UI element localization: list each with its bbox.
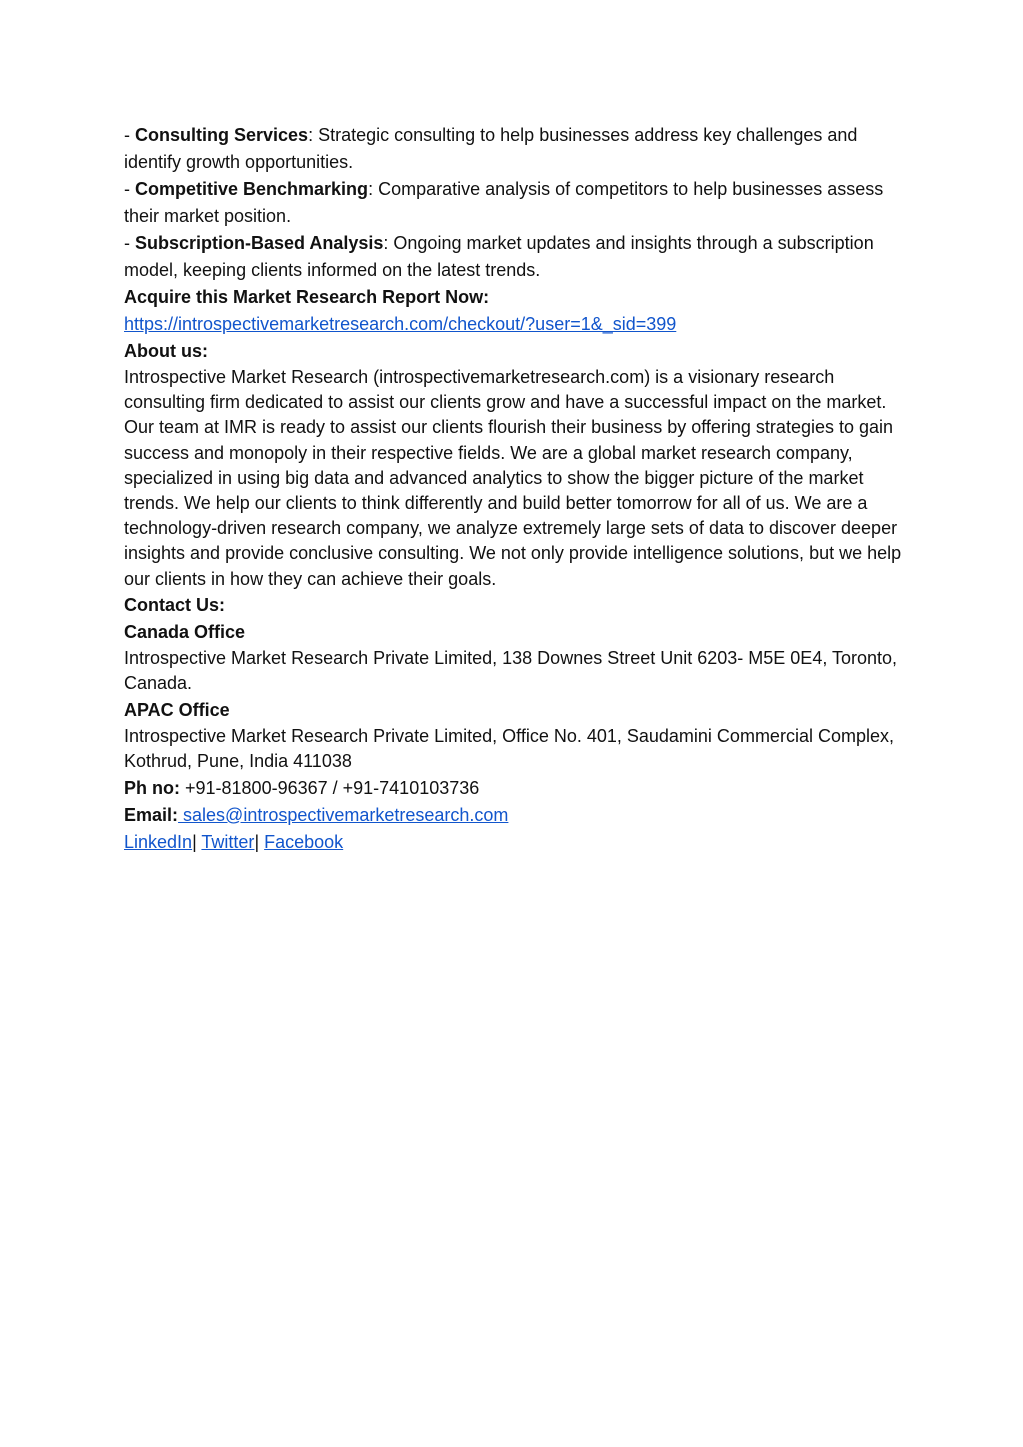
service-name: Competitive Benchmarking <box>135 179 369 199</box>
service-prefix: - <box>124 179 135 199</box>
social-separator: | <box>254 831 265 852</box>
phone-label: Ph no: <box>124 777 180 798</box>
service-description: : Strategic consulting to help businesses address key challenges and identify growth opportunities. <box>124 125 858 172</box>
about-body: Introspective Market Research (introspectivemarketresearch.com) is a visionary research consulting firm dedicated to assist our clients grow and have a successful impact on the market. Our team at IMR is ready to assist our clients flourish their business by offering strategies to gain success and monopoly in their respective fields. We are a global market research company, specialized in using big data and advanced analytics to show the bigger picture of the market trends. We help our clients to think differently and build better tomorrow for all of us. We are a technology-driven research company, we analyze extremely large sets of data to discover deeper insights and provide conclusive consulting. We not only provide intelligence solutions, but we help our clients in how they can achieve their goals. <box>124 367 902 589</box>
phone-value: +91-81800-96367 / +91-7410103736 <box>180 777 480 798</box>
canada-office-address: Introspective Market Research Private Limited, 138 Downes Street Unit 6203- M5E 0E4, Toronto, Canada. <box>124 647 898 694</box>
acquire-heading: Acquire this Market Research Report Now: <box>124 287 490 307</box>
linkedin-link[interactable]: LinkedIn <box>124 831 193 852</box>
facebook-link[interactable]: Facebook <box>264 831 344 852</box>
phone-line <box>124 775 914 802</box>
apac-office-address: Introspective Market Research Private Limited, Office No. 401, Saudamini Commercial Complex, Kothrud, Pune, India 411038 <box>124 725 894 772</box>
email-link[interactable]: sales@introspectivemarketresearch.com <box>178 804 509 825</box>
about-heading: About us: <box>124 341 208 361</box>
service-description: : Ongoing market updates and insights through a subscription model, keeping clients informed on the latest trends. <box>124 233 874 280</box>
service-prefix: - <box>124 233 135 253</box>
service-name: Consulting Services <box>135 125 309 145</box>
email-line <box>124 802 914 829</box>
document-content <box>124 122 914 856</box>
service-item-consulting <box>124 122 914 176</box>
apac-office-heading: APAC Office <box>124 699 230 720</box>
service-item-subscription <box>124 230 914 284</box>
service-description: : Comparative analysis of competitors to help businesses assess their market position. <box>124 179 884 226</box>
twitter-link[interactable]: Twitter <box>201 831 255 852</box>
contact-heading: Contact Us: <box>124 594 226 615</box>
social-links <box>124 829 914 856</box>
service-name: Subscription-Based Analysis <box>135 233 384 253</box>
service-prefix: - <box>124 125 135 145</box>
social-separator: | <box>192 831 202 852</box>
checkout-link-paragraph <box>124 311 914 338</box>
service-item-benchmarking <box>124 176 914 230</box>
email-label: Email: <box>124 804 179 825</box>
checkout-link[interactable]: https://introspectivemarketresearch.com/checkout/?user=1&_sid=399 <box>124 314 677 334</box>
canada-office-heading: Canada Office <box>124 621 246 642</box>
